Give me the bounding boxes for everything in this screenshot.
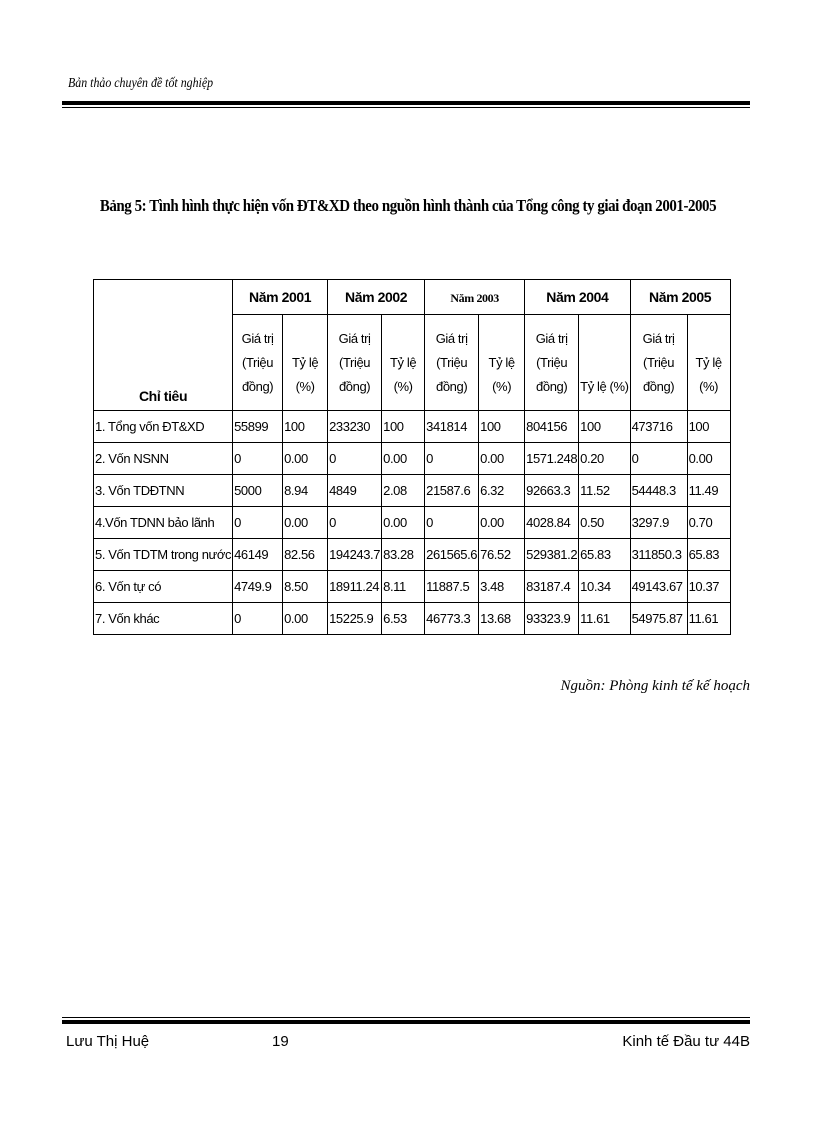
table-cell: 311850.3 (630, 539, 687, 571)
table-body (94, 411, 731, 635)
table-cell: 0.00 (382, 507, 425, 539)
running-header: Bản thảo chuyên đề tốt nghiệp (68, 76, 214, 91)
table-cell: 8.50 (283, 571, 328, 603)
value-header-2001: Giá trị (Triệu đồng) (233, 315, 283, 411)
year-header-2001: Năm 2001 (233, 280, 328, 315)
table-cell: 46149 (233, 539, 283, 571)
table-cell: 341814 (425, 411, 479, 443)
table-cell: 100 (687, 411, 730, 443)
table-cell: 0 (328, 443, 382, 475)
table-title: Bảng 5: Tình hình thực hiện vốn ĐT&XD theo nguồn hình thành của Tổng công ty giai đoạn 2001-2005 (99, 196, 717, 215)
table-cell: 0 (233, 507, 283, 539)
row-label: 2. Vốn NSNN (94, 443, 233, 475)
value-header-2003: Giá trị (Triệu đồng) (425, 315, 479, 411)
footer-rule-thick (62, 1020, 750, 1024)
table-cell: 0.20 (579, 443, 630, 475)
value-header-2004: Giá trị (Triệu đồng) (525, 315, 579, 411)
table-cell: 194243.7 (328, 539, 382, 571)
table-cell: 10.34 (579, 571, 630, 603)
table-row (94, 507, 731, 539)
table-cell: 4849 (328, 475, 382, 507)
table-cell: 49143.67 (630, 571, 687, 603)
ratio-header-2003: Tỷ lệ (%) (479, 315, 525, 411)
header-rule-thin (62, 107, 750, 108)
table-cell: 3.48 (479, 571, 525, 603)
table-cell: 0.00 (479, 443, 525, 475)
ratio-header-2004: Tỷ lệ (%) (579, 315, 630, 411)
year-header-2002: Năm 2002 (328, 280, 425, 315)
table-cell: 8.11 (382, 571, 425, 603)
row-label: 5. Vốn TDTM trong nước (94, 539, 233, 571)
row-label: 7. Vốn khác (94, 603, 233, 635)
header-rule-thick (62, 101, 750, 105)
table-cell: 261565.6 (425, 539, 479, 571)
table-row (94, 603, 731, 635)
table-cell: 21587.6 (425, 475, 479, 507)
ratio-header-2001: Tỷ lệ (%) (283, 315, 328, 411)
table-cell: 0 (630, 443, 687, 475)
table-cell: 4028.84 (525, 507, 579, 539)
ratio-header-2002: Tỷ lệ (%) (382, 315, 425, 411)
table-cell: 0 (328, 507, 382, 539)
indicator-header: Chỉ tiêu (94, 280, 233, 411)
table-cell: 100 (382, 411, 425, 443)
table-cell: 11.49 (687, 475, 730, 507)
year-header-2004: Năm 2004 (525, 280, 630, 315)
row-label: 1. Tổng vốn ĐT&XD (94, 411, 233, 443)
year-header-2003 (425, 280, 525, 315)
table-cell: 92663.3 (525, 475, 579, 507)
footer-rule-thin (62, 1017, 750, 1018)
table-cell: 0.00 (283, 507, 328, 539)
table-cell: 100 (579, 411, 630, 443)
table-cell: 473716 (630, 411, 687, 443)
table-cell: 233230 (328, 411, 382, 443)
table-cell: 65.83 (687, 539, 730, 571)
table-cell: 0.00 (382, 443, 425, 475)
table-cell: 65.83 (579, 539, 630, 571)
table-cell: 0.00 (283, 603, 328, 635)
table-cell: 100 (283, 411, 328, 443)
table-cell: 1571.248 (525, 443, 579, 475)
table-cell: 93323.9 (525, 603, 579, 635)
table-cell: 8.94 (283, 475, 328, 507)
table-row (94, 571, 731, 603)
table-row (94, 411, 731, 443)
table-cell: 2.08 (382, 475, 425, 507)
row-label: 6. Vốn tự có (94, 571, 233, 603)
value-header-2005: Giá trị (Triệu đồng) (630, 315, 687, 411)
table-cell: 4749.9 (233, 571, 283, 603)
table-cell: 13.68 (479, 603, 525, 635)
footer-page-number: 19 (272, 1033, 289, 1050)
year-header-row (94, 280, 731, 315)
table-cell: 11.61 (579, 603, 630, 635)
table-cell: 0.00 (687, 443, 730, 475)
table-row (94, 539, 731, 571)
table-cell: 6.53 (382, 603, 425, 635)
table-cell: 15225.9 (328, 603, 382, 635)
value-header-2002: Giá trị (Triệu đồng) (328, 315, 382, 411)
table-cell: 46773.3 (425, 603, 479, 635)
table-cell: 100 (479, 411, 525, 443)
row-label: 3. Vốn TDĐTNN (94, 475, 233, 507)
table-cell: 804156 (525, 411, 579, 443)
table-cell: 11.61 (687, 603, 730, 635)
table-cell: 83187.4 (525, 571, 579, 603)
table-cell: 0 (233, 603, 283, 635)
year-header-2005: Năm 2005 (630, 280, 730, 315)
table-cell: 6.32 (479, 475, 525, 507)
table-row (94, 443, 731, 475)
table-cell: 0 (425, 507, 479, 539)
table-cell: 529381.2 (525, 539, 579, 571)
table-cell: 18911.24 (328, 571, 382, 603)
table-cell: 11887.5 (425, 571, 479, 603)
table-cell: 3297.9 (630, 507, 687, 539)
year-header-2003-label: Năm 2003 (450, 290, 499, 305)
table-cell: 0.00 (479, 507, 525, 539)
ratio-header-2005: Tỷ lệ (%) (687, 315, 730, 411)
table-cell: 0.70 (687, 507, 730, 539)
table-cell: 54448.3 (630, 475, 687, 507)
table-cell: 76.52 (479, 539, 525, 571)
table-cell: 11.52 (579, 475, 630, 507)
table-cell: 83.28 (382, 539, 425, 571)
table-cell: 82.56 (283, 539, 328, 571)
table-row (94, 475, 731, 507)
table-cell: 54975.87 (630, 603, 687, 635)
table-cell: 10.37 (687, 571, 730, 603)
footer-class-name: Kinh tế Đầu tư 44B (622, 1033, 750, 1050)
source-note: Nguồn: Phòng kinh tế kế hoạch (560, 678, 750, 694)
table-cell: 0 (233, 443, 283, 475)
table-cell: 5000 (233, 475, 283, 507)
table-cell: 55899 (233, 411, 283, 443)
table-cell: 0.50 (579, 507, 630, 539)
table-cell: 0 (425, 443, 479, 475)
row-label: 4.Vốn TDNN bảo lãnh (94, 507, 233, 539)
footer-author: Lưu Thị Huệ (66, 1033, 150, 1050)
capital-source-table (93, 279, 731, 635)
table-cell: 0.00 (283, 443, 328, 475)
